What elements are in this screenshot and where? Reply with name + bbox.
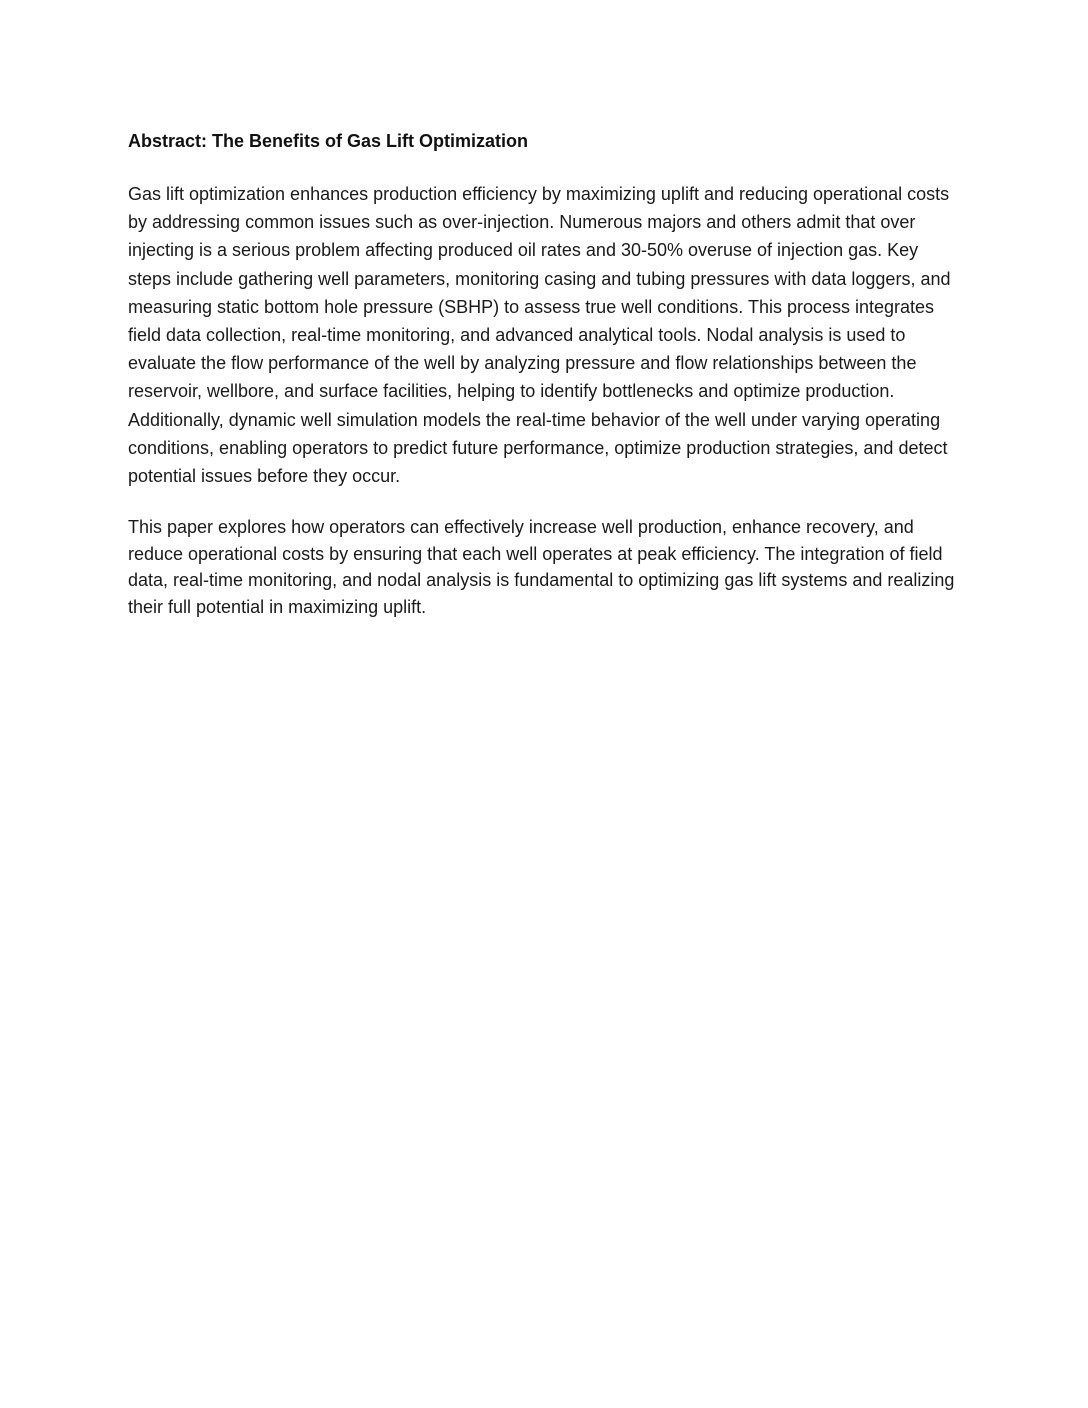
abstract-paragraph-1: Gas lift optimization enhances production efficiency by maximizing uplift and reducing operational costs by addressing common issues such as over-injection. Numerous majors and others admit that over injecting is a serious problem affecting produced oil rates and 30-50% overuse of injection gas. Key steps include gathering well parameters, monitoring casing and tubing pressures with data loggers, and measuring static bottom hole pressure (SBHP) to assess true well conditions. This process integrates field data collection, real-time monitoring, and advanced analytical tools. Nodal analysis is used to evaluate the flow performance of the well by analyzing pressure and flow relationships between the reservoir, wellbore, and surface facilities, helping to identify bottlenecks and optimize production. Additionally, dynamic well simulation models the real-time behavior of the well under varying operating conditions, enabling operators to predict future performance, optimize production strategies, and detect potential issues before they occur. (128, 184, 951, 487)
document-body (128, 128, 958, 644)
abstract-title: Abstract: The Benefits of Gas Lift Optimization (128, 131, 529, 151)
abstract-paragraph-2: This paper explores how operators can effectively increase well production, enhance recovery, and reduce operational costs by ensuring that each well operates at peak efficiency. The integration of field data, real-time monitoring, and nodal analysis is fundamental to optimizing gas lift systems and realizing their full potential in maximizing uplift. (128, 517, 955, 617)
